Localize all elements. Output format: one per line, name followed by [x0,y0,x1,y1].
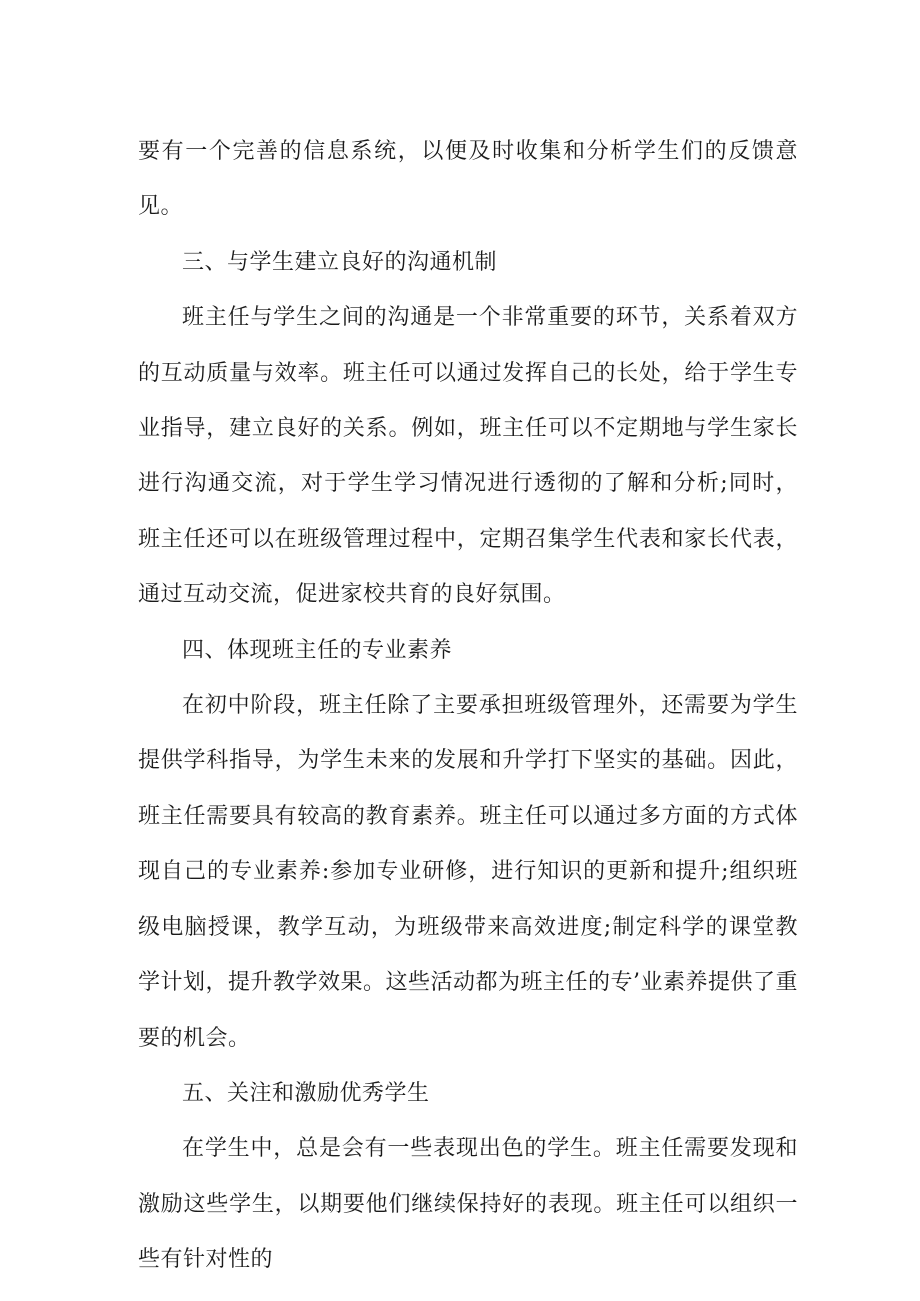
paragraph-communication: 班主任与学生之间的沟通是一个非常重要的环节，关系着双方的互动质量与效率。班主任可以通过发挥自己的长处，给于学生专业指导，建立良好的关系。例如，班主任可以不定期地与学生家长进行沟通交流，对于学生学习情况进行透彻的了解和分析;同时，班主任还可以在班级管理过程中，定期召集学生代表和家长代表，通过互动交流，促进家校共育的良好氛围。 [138,305,798,608]
paragraph-professionalism: 在初中阶段，班主任除了主要承担班级管理外，还需要为学生提供学科指导，为学生未来的发展和升学打下坚实的基础。因此，班主任需要具有较高的教育素养。班主任可以通过多方面的方式体现自己的专业素养:参加专业研修，进行知识的更新和提升;组织班级电脑授课，教学互动，为班级带来高效进度;制定科学的课堂教学计划，提升教学效果。这些活动都为班主任的专’业素养提供了重要的机会。 [138,693,798,1051]
section-heading-5: 五、关注和激励优秀学生 [182,1080,430,1106]
document-body [138,124,798,1288]
paragraph-excellent-students: 在学生中，总是会有一些表现出色的学生。班主任需要发现和激励这些学生，以期要他们继续保持好的表现。班主任可以组织一些有针对性的 [138,1136,798,1273]
paragraph-continuation: 要有一个完善的信息系统，以便及时收集和分析学生们的反馈意见。 [138,139,798,220]
section-heading-3: 三、与学生建立良好的沟通机制 [182,249,498,275]
section-heading-4: 四、体现班主任的专业素养 [182,637,453,663]
